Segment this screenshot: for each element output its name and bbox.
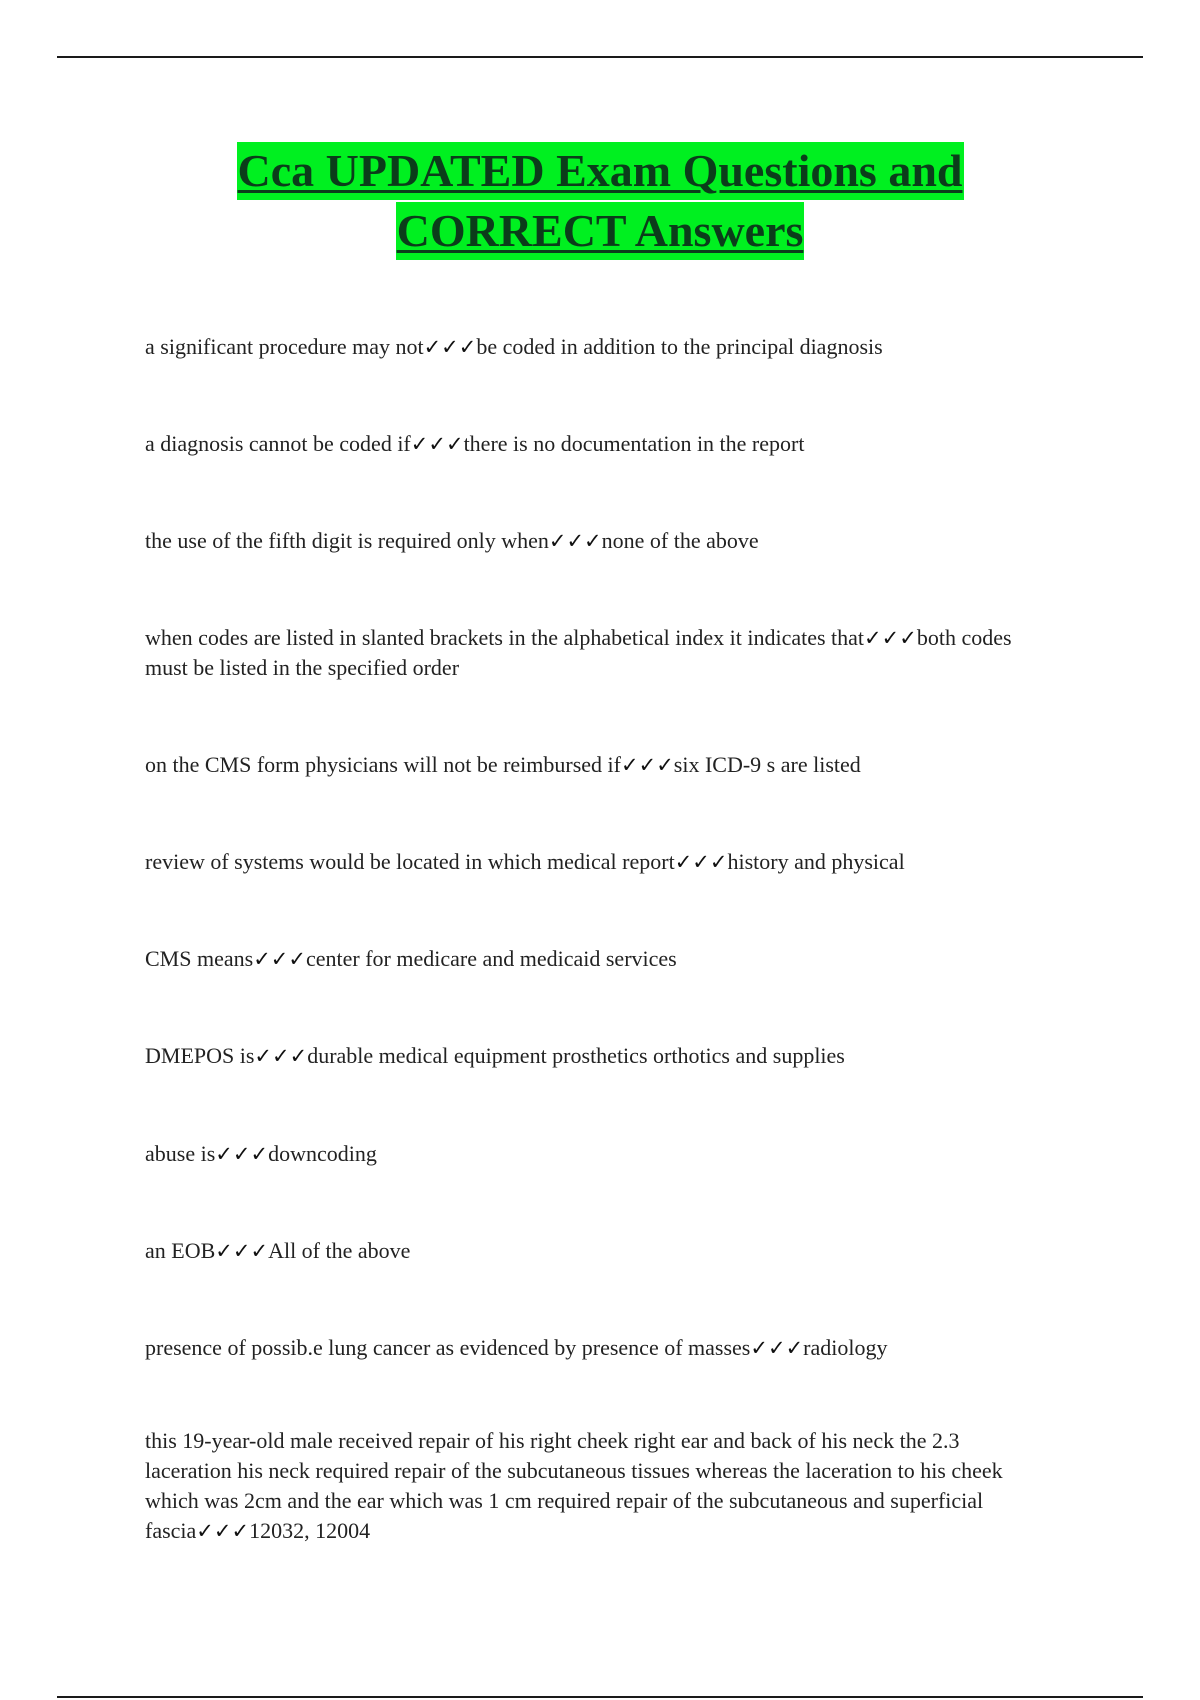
document-title bbox=[0, 142, 1200, 262]
question-text: this 19-year-old male received repair of his right cheek right ear and back of his neck the 2.3 laceration his neck required repair of the subcutaneous tissues whereas the laceration to his cheek which was 2cm and the ear which was 1 cm required repair of the subcutaneous and superficial fascia bbox=[145, 1428, 1003, 1543]
answer-text: be coded in addition to the principal diagnosis bbox=[476, 334, 883, 359]
checkmarks-icon: ✓✓✓ bbox=[254, 1044, 308, 1068]
answer-text: durable medical equipment prosthetics orthotics and supplies bbox=[307, 1043, 845, 1068]
question-text: an EOB bbox=[145, 1238, 216, 1263]
qa-item bbox=[145, 623, 1045, 683]
answer-text: All of the above bbox=[268, 1238, 411, 1263]
qa-item bbox=[145, 944, 1045, 974]
title-line-2: CORRECT Answers bbox=[396, 202, 805, 260]
checkmarks-icon: ✓✓✓ bbox=[215, 1239, 269, 1263]
checkmarks-icon: ✓✓✓ bbox=[253, 947, 306, 971]
qa-item bbox=[145, 1333, 1045, 1363]
answer-text: there is no documentation in the report bbox=[463, 431, 805, 456]
qa-item bbox=[145, 847, 1045, 877]
question-text: DMEPOS is bbox=[145, 1043, 255, 1068]
checkmarks-icon: ✓✓✓ bbox=[196, 1519, 250, 1543]
question-text: when codes are listed in slanted brackets in the alphabetical index it indicates that bbox=[145, 625, 865, 650]
qa-item bbox=[145, 1426, 1045, 1546]
answer-text: radiology bbox=[803, 1335, 888, 1360]
checkmarks-icon: ✓✓✓ bbox=[410, 432, 464, 456]
qa-item bbox=[145, 332, 1045, 362]
qa-item bbox=[145, 750, 1045, 780]
checkmarks-icon: ✓✓✓ bbox=[674, 850, 728, 874]
checkmarks-icon: ✓✓✓ bbox=[215, 1142, 269, 1166]
checkmarks-icon: ✓✓✓ bbox=[621, 753, 674, 777]
qa-item bbox=[145, 429, 1045, 459]
question-text: abuse is bbox=[145, 1141, 216, 1166]
checkmarks-icon: ✓✓✓ bbox=[548, 529, 602, 553]
checkmarks-icon: ✓✓✓ bbox=[750, 1336, 804, 1360]
qa-item bbox=[145, 526, 1045, 556]
qa-item bbox=[145, 1041, 1045, 1071]
question-text: a significant procedure may not bbox=[145, 334, 424, 359]
checkmarks-icon: ✓✓✓ bbox=[423, 335, 477, 359]
question-text: the use of the fifth digit is required only when bbox=[145, 528, 549, 553]
question-text: a diagnosis cannot be coded if bbox=[145, 431, 411, 456]
qa-item bbox=[145, 1236, 1045, 1266]
checkmarks-icon: ✓✓✓ bbox=[864, 626, 917, 650]
question-text: presence of possib.e lung cancer as evidenced by presence of masses bbox=[145, 1335, 751, 1360]
answer-text: history and physical bbox=[727, 849, 905, 874]
answer-text: center for medicare and medicaid services bbox=[305, 946, 677, 971]
question-text: CMS means bbox=[145, 946, 254, 971]
title-line-1: Cca UPDATED Exam Questions and bbox=[237, 142, 964, 200]
question-text: on the CMS form physicians will not be reimbursed if bbox=[145, 752, 621, 777]
answer-text: none of the above bbox=[601, 528, 759, 553]
qa-item bbox=[145, 1139, 1045, 1169]
top-rule bbox=[57, 56, 1143, 58]
answer-text: six ICD-9 s are listed bbox=[673, 752, 861, 777]
question-text: review of systems would be located in which medical report bbox=[145, 849, 675, 874]
bottom-rule bbox=[57, 1696, 1143, 1698]
answer-text: downcoding bbox=[268, 1141, 377, 1166]
answer-text: 12032, 12004 bbox=[249, 1518, 371, 1543]
answer-text: both codes must be listed in the specified order bbox=[145, 625, 1012, 680]
